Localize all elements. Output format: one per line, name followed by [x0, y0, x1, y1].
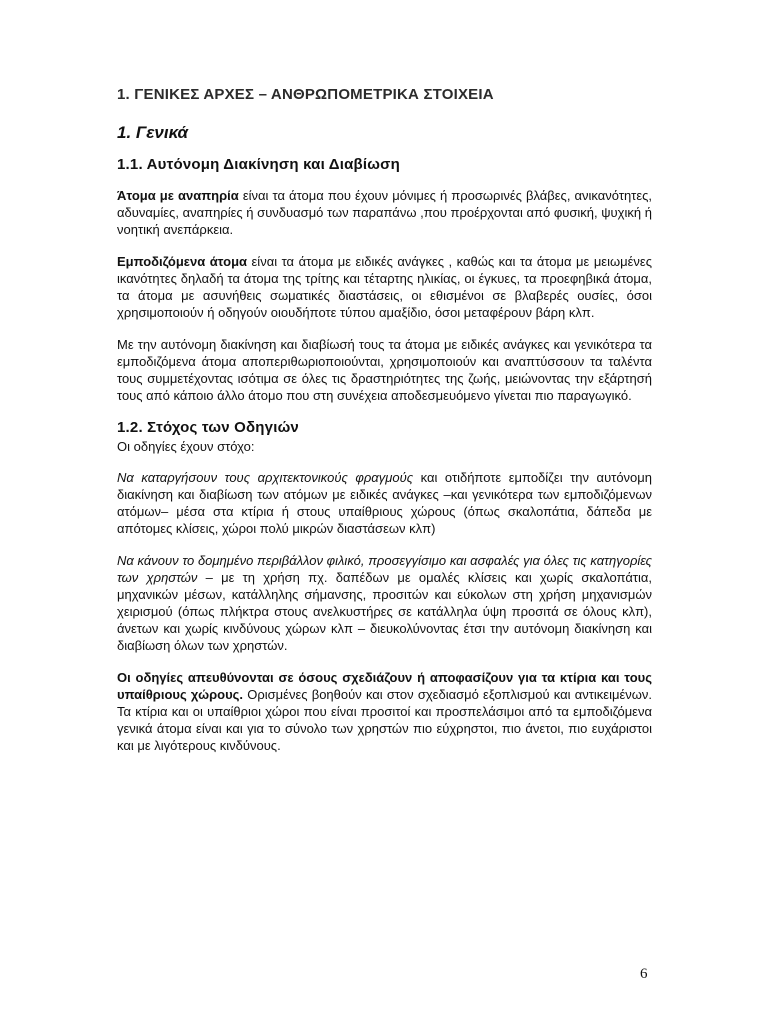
subsection-title-1-2: 1.2. Στόχος των Οδηγιών: [117, 419, 299, 436]
page-content: [117, 86, 652, 769]
paragraph-goal-barriers: [117, 469, 652, 537]
goal-barriers-text: και οτιδήποτε εμποδίζει την αυτόνομη διακίνηση και διαβίωση των ατόμων με ειδικές ανάγκες –και γενικότερα των εμποδιζόμενων ατόμων– μέσα στα κτίρια ή στους υπαίθριους χώρους (όπως σκαλοπάτια, δάπεδα με απότομες κλίσεις, χώροι πολύ μικρών διαστάσεων κλπ): [117, 470, 652, 536]
paragraph-audience: [117, 669, 652, 754]
goal-environment-text: – με τη χρήση πχ. δαπέδων με ομαλές κλίσεις και χωρίς σκαλοπάτια, μηχανικών μέσων, κατάλληλης σήμανσης, προσιτών και εύκολων στη χρήση μηχανισμών χειρισμού (όπως πλήκτρα στους ανελκυστήρες σε κατάλληλα ύψη προσιτά σε όλους κλπ), άνετων και χωρίς κινδύνους χώρων κλπ – διευκολύνοντας έτσι την αυτόνομη διακίνηση και διαβίωση όλων των χρηστών.: [117, 570, 652, 653]
definition-hindered-persons: είναι τα άτομα με ειδικές ανάγκες , καθώς και τα άτομα με μειωμένες ικανότητες δηλαδή τα άτομα της τρίτης και τέταρτης ηλικίας, οι έγκυες, τα προεφηβικά άτομα, τα άτομα με ασυνήθεις σωματικές διαστάσεις, οι εθισμένοι σε βλαβερές ουσίες, όσοι χρησιμοποιούν ή οδηγούν οιουδήποτε τύπου αμαξίδιο, όσοι μεταφέρουν βάρη κλπ.: [117, 254, 652, 320]
paragraph-autonomy: Με την αυτόνομη διακίνηση και διαβίωσή τους τα άτομα με ειδικές ανάγκες και γενικότερα τα εμποδιζόμενα άτομα αποπεριθωριοποιούνται, χρησιμοποιούν και αναπτύσσουν τα ταλέντα τους συμμετέχοντας ισότιμα σε όλες τις δραστηριότητες της ζωής, μειώνοντας την εξάρτησή τους από κάποιο άλλο άτομο που στη συνέχεια αποδεσμευόμενο γίνεται πιο παραγωγικό.: [117, 337, 652, 403]
audience-text: Ορισμένες βοηθούν και στον σχεδιασμό εξοπλισμού και αντικειμένων. Τα κτίρια και οι υπαίθριοι χώροι που είναι προσιτοί και προσπελάσιμοι από τα εμποδιζόμενα γενικά άτομα είναι και για το σύνολο των χρηστών πιο εύχρηστοι, πιο άνετοι, πιο ευχάριστοι και με λιγότερους κινδύνους.: [117, 687, 653, 753]
paragraph-goals-intro: Οι οδηγίες έχουν στόχο:: [117, 439, 255, 454]
chapter-title: 1. ΓΕΝΙΚΕΣ ΑΡΧΕΣ – ΑΝΘΡΩΠΟΜΕΤΡΙΚΑ ΣΤΟΙΧΕΙΑ: [117, 86, 494, 103]
paragraph-hindered-persons: [117, 253, 652, 321]
goal-environment-lead: Να κάνουν το δομημένο περιβάλλον φιλικό, προσεγγίσιμο και ασφαλές για όλες τις κατηγορίες των χρηστών: [117, 553, 652, 585]
term-hindered-persons: Εμποδιζόμενα άτομα: [117, 254, 248, 269]
paragraph-disabled-persons: [117, 187, 652, 238]
subsection-title-1-1: 1.1. Αυτόνομη Διακίνηση και Διαβίωση: [117, 156, 400, 173]
definition-disabled-persons: είναι τα άτομα που έχουν μόνιμες ή προσωρινές βλάβες, ανικανότητες, αδυναμίες, αναπηρίες ή συνδυασμό των παραπάνω ,που προέρχονται από φυσική, ψυχική ή νοητική ανεπάρκεια.: [117, 188, 652, 237]
term-disabled-persons: Άτομα με αναπηρία: [117, 188, 239, 203]
section-title: 1. Γενικά: [117, 123, 189, 142]
paragraph-goal-environment: [117, 552, 652, 654]
audience-lead: Οι οδηγίες απευθύνονται σε όσους σχεδιάζουν ή αποφασίζουν για τα κτίρια και τους υπαίθριους χώρους.: [117, 670, 652, 702]
page-number: 6: [640, 966, 648, 982]
goal-barriers-lead: Να καταργήσουν τους αρχιτεκτονικούς φραγμούς: [117, 470, 414, 485]
